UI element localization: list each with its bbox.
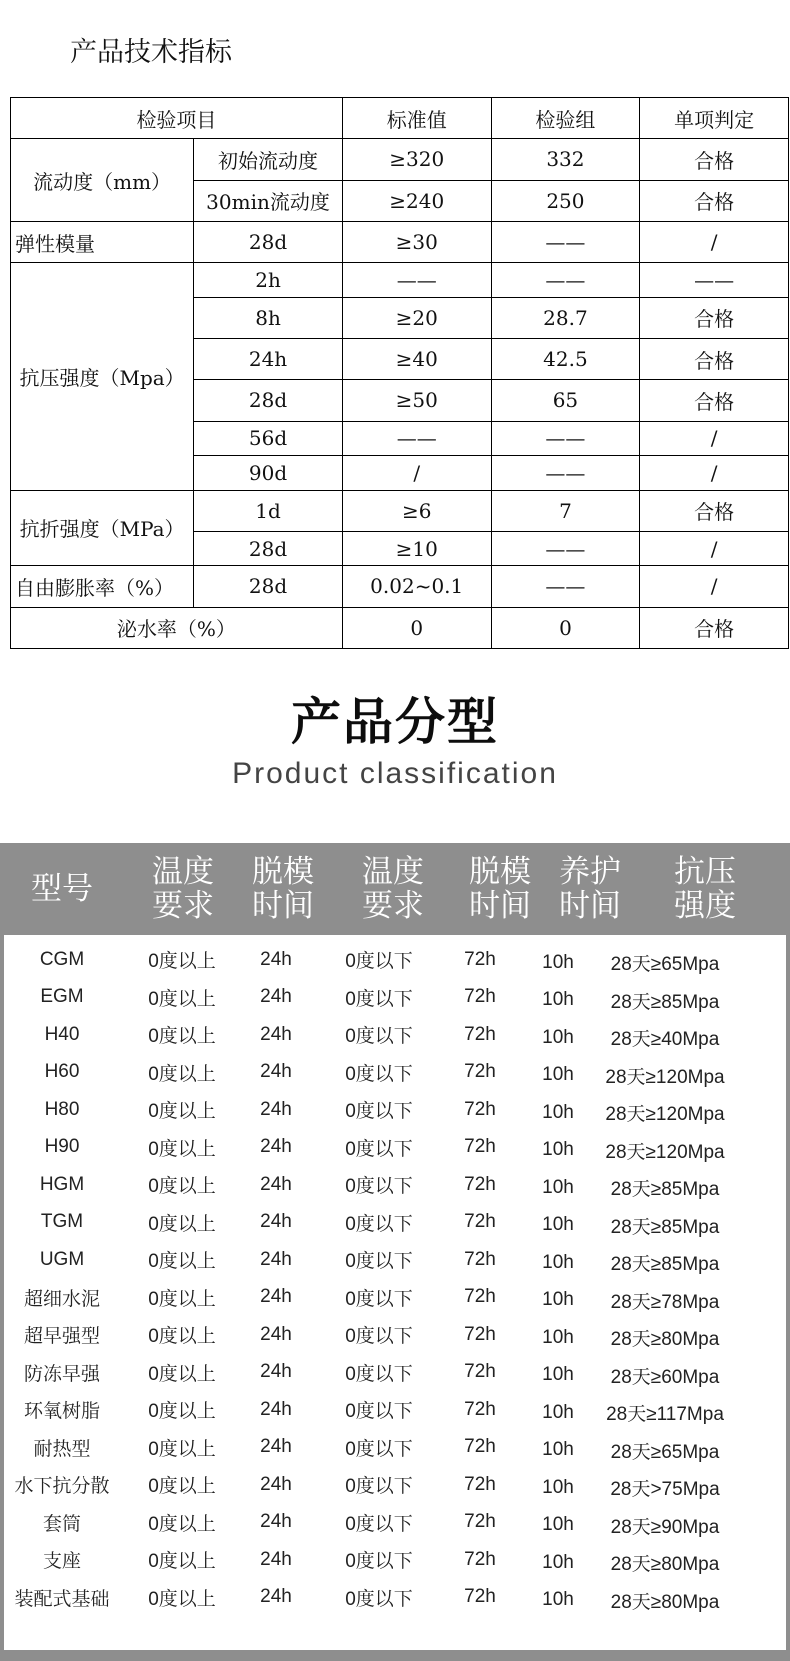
- cell-std: ——: [342, 421, 491, 455]
- classification-cell: 72h: [464, 1398, 496, 1420]
- cell-test: 250: [491, 180, 640, 221]
- cell-std: ≥10: [342, 531, 491, 565]
- classification-cell: 0度以上: [148, 1176, 216, 1198]
- cell-test: ——: [491, 456, 640, 490]
- cell-test: 42.5: [491, 339, 640, 380]
- cell-item: 初始流动度: [194, 139, 343, 180]
- classification-cell: 0度以下: [345, 1588, 413, 1610]
- cell-std: /: [342, 456, 491, 490]
- table-row: [4, 1091, 786, 1129]
- classification-cell: 72h: [464, 1286, 496, 1308]
- classification-cell: H80: [44, 1098, 80, 1120]
- classification-cell: 72h: [464, 1548, 496, 1570]
- header-result: 单项判定: [640, 98, 789, 139]
- cell-item: 28d: [194, 566, 343, 607]
- classification-cell: 套筒: [42, 1513, 81, 1535]
- classification-cell: 72h: [464, 1061, 496, 1083]
- classification-header-cell: 温度 要求: [152, 854, 214, 924]
- cell-std: ≥50: [342, 380, 491, 421]
- classification-cell: 0度以上: [148, 1251, 216, 1273]
- cell-result: /: [640, 531, 789, 565]
- cell-std: ——: [342, 263, 491, 297]
- classification-cell: 10h: [542, 1589, 574, 1611]
- cell-std: 0: [342, 607, 491, 648]
- cell-result: /: [640, 456, 789, 490]
- table-row: [4, 1504, 786, 1542]
- classification-cell: 28天≥120Mpa: [605, 1104, 725, 1126]
- classification-cell: 28天≥40Mpa: [610, 1029, 720, 1051]
- header-test: 检验组: [491, 98, 640, 139]
- classification-cell: 28天≥117Mpa: [606, 1404, 724, 1426]
- classification-cell: 24h: [260, 1323, 292, 1345]
- flow-label: 流动度（mm）: [11, 139, 194, 222]
- cell-item: 24h: [194, 339, 343, 380]
- classification-cell: 28天≥60Mpa: [610, 1366, 720, 1388]
- classification-cell: 0度以下: [345, 1251, 413, 1273]
- classification-cell: 10h: [542, 1176, 574, 1198]
- classification-cell: 0度以下: [345, 1513, 413, 1535]
- table-row: [11, 490, 789, 531]
- classification-cell: 0度以下: [345, 1063, 413, 1085]
- classification-cell: TGM: [40, 1211, 84, 1233]
- classification-cell: 72h: [464, 1473, 496, 1495]
- cell-test: 7: [491, 490, 640, 531]
- classification-cell: 0度以上: [148, 1513, 216, 1535]
- classification-cell: 28天≥65Mpa: [610, 954, 720, 976]
- classification-cell: EGM: [40, 986, 84, 1008]
- classification-body: [4, 935, 786, 1650]
- cell-result: /: [640, 566, 789, 607]
- classification-cell: 72h: [464, 1248, 496, 1270]
- cell-test: ——: [491, 566, 640, 607]
- classification-header-cell: 温度 要求: [362, 854, 424, 924]
- cell-item: 28d: [194, 380, 343, 421]
- cell-item: 30min流动度: [194, 180, 343, 221]
- table-row: [4, 1316, 786, 1354]
- table-row: [4, 1016, 786, 1054]
- header-standard: 标准值: [342, 98, 491, 139]
- cell-item: 28d: [194, 221, 343, 262]
- cell-test: 332: [491, 139, 640, 180]
- classification-table: [0, 843, 790, 1661]
- classification-cell: CGM: [39, 948, 85, 970]
- classification-cell: 24h: [260, 1211, 292, 1233]
- classification-header-row: [0, 843, 790, 935]
- cell-std: ≥6: [342, 490, 491, 531]
- classification-title: 产品分型: [291, 693, 499, 751]
- classification-cell: 28天≥65Mpa: [610, 1441, 720, 1463]
- table-row: [4, 1054, 786, 1092]
- classification-cell: 0度以上: [148, 951, 216, 973]
- classification-cell: 0度以下: [345, 1401, 413, 1423]
- table-row: [4, 1204, 786, 1242]
- classification-cell: 0度以下: [345, 1551, 413, 1573]
- table-row: [4, 1466, 786, 1504]
- cell-test: ——: [491, 531, 640, 565]
- classification-cell: 10h: [542, 989, 574, 1011]
- cell-item: 1d: [194, 490, 343, 531]
- bleeding-label: 泌水率（%）: [11, 607, 343, 648]
- classification-cell: 0度以下: [345, 1326, 413, 1348]
- classification-cell: 10h: [542, 1064, 574, 1086]
- classification-cell: 72h: [464, 1323, 496, 1345]
- table-row: [11, 263, 789, 297]
- classification-cell: H90: [44, 1136, 80, 1158]
- cell-result: 合格: [640, 380, 789, 421]
- classification-cell: 72h: [464, 1136, 496, 1158]
- classification-cell: 环氧树脂: [23, 1401, 100, 1423]
- classification-cell: 28天≥80Mpa: [610, 1329, 720, 1351]
- classification-cell: 24h: [260, 1361, 292, 1383]
- classification-cell: 28天≥85Mpa: [610, 1179, 720, 1201]
- table-row: [11, 607, 789, 648]
- classification-header-cell: 脱模 时间: [252, 854, 314, 924]
- cell-test: ——: [491, 421, 640, 455]
- classification-cell: 28天≥120Mpa: [605, 1141, 725, 1163]
- expansion-label: 自由膨胀率（%）: [11, 566, 194, 607]
- table-row: [4, 1129, 786, 1167]
- classification-header-cell: 型号: [31, 871, 93, 907]
- classification-cell: 24h: [260, 1548, 292, 1570]
- classification-cell: 0度以上: [148, 1138, 216, 1160]
- classification-cell: 24h: [260, 1061, 292, 1083]
- table-row: [4, 1279, 786, 1317]
- classification-cell: 24h: [260, 1136, 292, 1158]
- classification-cell: 0度以下: [345, 1176, 413, 1198]
- table-row: [4, 1579, 786, 1617]
- spec-table: [10, 97, 789, 649]
- table-row: [11, 221, 789, 262]
- classification-cell: 72h: [464, 1586, 496, 1608]
- spec-section-title: 产品技术指标: [70, 37, 232, 68]
- cell-result: /: [640, 221, 789, 262]
- classification-cell: 28天≥120Mpa: [605, 1066, 725, 1088]
- classification-cell: 24h: [260, 948, 292, 970]
- classification-cell: 72h: [464, 948, 496, 970]
- classification-cell: 10h: [542, 1026, 574, 1048]
- classification-cell: 0度以下: [345, 1476, 413, 1498]
- classification-cell: 10h: [542, 1251, 574, 1273]
- classification-cell: 10h: [542, 1401, 574, 1423]
- classification-cell: 0度以下: [345, 951, 413, 973]
- classification-cell: 超早强型: [23, 1326, 100, 1348]
- classification-cell: H60: [44, 1061, 80, 1083]
- classification-cell: 24h: [260, 1286, 292, 1308]
- table-row: [4, 1354, 786, 1392]
- cell-test: 65: [491, 380, 640, 421]
- classification-cell: HGM: [39, 1173, 85, 1195]
- classification-cell: 72h: [464, 986, 496, 1008]
- classification-cell: 0度以上: [148, 1401, 216, 1423]
- classification-cell: 10h: [542, 1289, 574, 1311]
- classification-cell: 10h: [542, 1514, 574, 1536]
- cell-std: ≥40: [342, 339, 491, 380]
- classification-cell: 24h: [260, 1398, 292, 1420]
- table-row: [4, 1241, 786, 1279]
- table-row: [4, 941, 786, 979]
- classification-cell: 24h: [260, 1586, 292, 1608]
- classification-cell: 0度以下: [345, 1438, 413, 1460]
- cell-test: ——: [491, 263, 640, 297]
- cell-result: /: [640, 421, 789, 455]
- elastic-label: 弹性模量: [11, 221, 194, 262]
- classification-cell: 72h: [464, 1211, 496, 1233]
- classification-cell: 24h: [260, 1473, 292, 1495]
- classification-cell: H40: [44, 1023, 80, 1045]
- classification-cell: 0度以上: [148, 1551, 216, 1573]
- header-item: 检验项目: [11, 98, 343, 139]
- classification-cell: 0度以上: [148, 1476, 216, 1498]
- table-row: [11, 566, 789, 607]
- classification-cell: 24h: [260, 1511, 292, 1533]
- classification-cell: 水下抗分散: [14, 1476, 110, 1498]
- table-row: [4, 979, 786, 1017]
- classification-cell: 10h: [542, 1326, 574, 1348]
- classification-cell: 28天≥85Mpa: [610, 1216, 720, 1238]
- classification-cell: 28天≥90Mpa: [610, 1516, 720, 1538]
- classification-cell: 0度以上: [148, 1026, 216, 1048]
- cell-std: ≥30: [342, 221, 491, 262]
- classification-cell: 72h: [464, 1173, 496, 1195]
- classification-cell: 0度以上: [148, 1326, 216, 1348]
- classification-cell: 28天≥85Mpa: [610, 1254, 720, 1276]
- classification-cell: 10h: [542, 951, 574, 973]
- classification-cell: 耐热型: [33, 1438, 91, 1460]
- classification-cell: 28天≥80Mpa: [610, 1554, 720, 1576]
- classification-cell: 0度以下: [345, 1363, 413, 1385]
- table-row: [4, 1429, 786, 1467]
- cell-std: ≥20: [342, 297, 491, 338]
- cell-std: ≥240: [342, 180, 491, 221]
- classification-cell: 24h: [260, 1436, 292, 1458]
- classification-cell: 24h: [260, 1173, 292, 1195]
- classification-cell: 装配式基础: [14, 1588, 110, 1610]
- classification-cell: 10h: [542, 1439, 574, 1461]
- cell-result: 合格: [640, 339, 789, 380]
- classification-cell: 0度以上: [148, 1063, 216, 1085]
- classification-header-cell: 脱模 时间: [469, 854, 531, 924]
- classification-cell: 超细水泥: [23, 1288, 100, 1310]
- classification-cell: 10h: [542, 1364, 574, 1386]
- classification-cell: 24h: [260, 986, 292, 1008]
- classification-cell: 0度以上: [148, 988, 216, 1010]
- cell-item: 28d: [194, 531, 343, 565]
- classification-cell: 72h: [464, 1511, 496, 1533]
- classification-header-cell: 抗压 强度: [674, 854, 736, 924]
- classification-cell: UGM: [39, 1248, 85, 1270]
- cell-test: 28.7: [491, 297, 640, 338]
- classification-cell: 0度以下: [345, 1213, 413, 1235]
- classification-cell: 0度以上: [148, 1213, 216, 1235]
- classification-cell: 72h: [464, 1023, 496, 1045]
- cell-test: ——: [491, 221, 640, 262]
- cell-result: 合格: [640, 139, 789, 180]
- classification-cell: 0度以上: [148, 1438, 216, 1460]
- spec-header-row: [11, 98, 789, 139]
- cell-result: 合格: [640, 180, 789, 221]
- classification-cell: 24h: [260, 1098, 292, 1120]
- classification-cell: 28天≥85Mpa: [610, 991, 720, 1013]
- flexural-label: 抗折强度（MPa）: [11, 490, 194, 566]
- cell-result: 合格: [640, 490, 789, 531]
- classification-cell: 0度以上: [148, 1363, 216, 1385]
- cell-item: 90d: [194, 456, 343, 490]
- classification-cell: 10h: [542, 1139, 574, 1161]
- cell-item: 8h: [194, 297, 343, 338]
- classification-cell: 0度以上: [148, 1101, 216, 1123]
- classification-cell: 10h: [542, 1101, 574, 1123]
- compress-label: 抗压强度（Mpa）: [11, 263, 194, 490]
- classification-subtitle: Product classification: [232, 757, 558, 790]
- classification-cell: 防冻早强: [23, 1363, 100, 1385]
- classification-cell: 24h: [260, 1023, 292, 1045]
- classification-cell: 0度以下: [345, 988, 413, 1010]
- classification-header-cell: 养护 时间: [559, 854, 621, 924]
- cell-item: 56d: [194, 421, 343, 455]
- classification-cell: 0度以下: [345, 1026, 413, 1048]
- cell-test: 0: [491, 607, 640, 648]
- classification-cell: 28天≥80Mpa: [610, 1591, 720, 1613]
- classification-cell: 0度以下: [345, 1288, 413, 1310]
- classification-cell: 72h: [464, 1098, 496, 1120]
- table-row: [4, 1166, 786, 1204]
- classification-cell: 10h: [542, 1214, 574, 1236]
- cell-item: 2h: [194, 263, 343, 297]
- classification-cell: 72h: [464, 1436, 496, 1458]
- classification-cell: 28天>75Mpa: [610, 1479, 720, 1501]
- cell-result: 合格: [640, 297, 789, 338]
- cell-result: ——: [640, 263, 789, 297]
- classification-cell: 0度以上: [148, 1288, 216, 1310]
- cell-std: 0.02~0.1: [342, 566, 491, 607]
- classification-cell: 10h: [542, 1551, 574, 1573]
- table-row: [4, 1541, 786, 1579]
- table-row: [11, 139, 789, 180]
- classification-cell: 0度以下: [345, 1138, 413, 1160]
- classification-cell: 24h: [260, 1248, 292, 1270]
- classification-cell: 支座: [42, 1551, 81, 1573]
- classification-cell: 72h: [464, 1361, 496, 1383]
- classification-cell: 0度以上: [148, 1588, 216, 1610]
- table-row: [4, 1391, 786, 1429]
- classification-cell: 10h: [542, 1476, 574, 1498]
- classification-cell: 28天≥78Mpa: [610, 1291, 720, 1313]
- cell-std: ≥320: [342, 139, 491, 180]
- cell-result: 合格: [640, 607, 789, 648]
- classification-cell: 0度以下: [345, 1101, 413, 1123]
